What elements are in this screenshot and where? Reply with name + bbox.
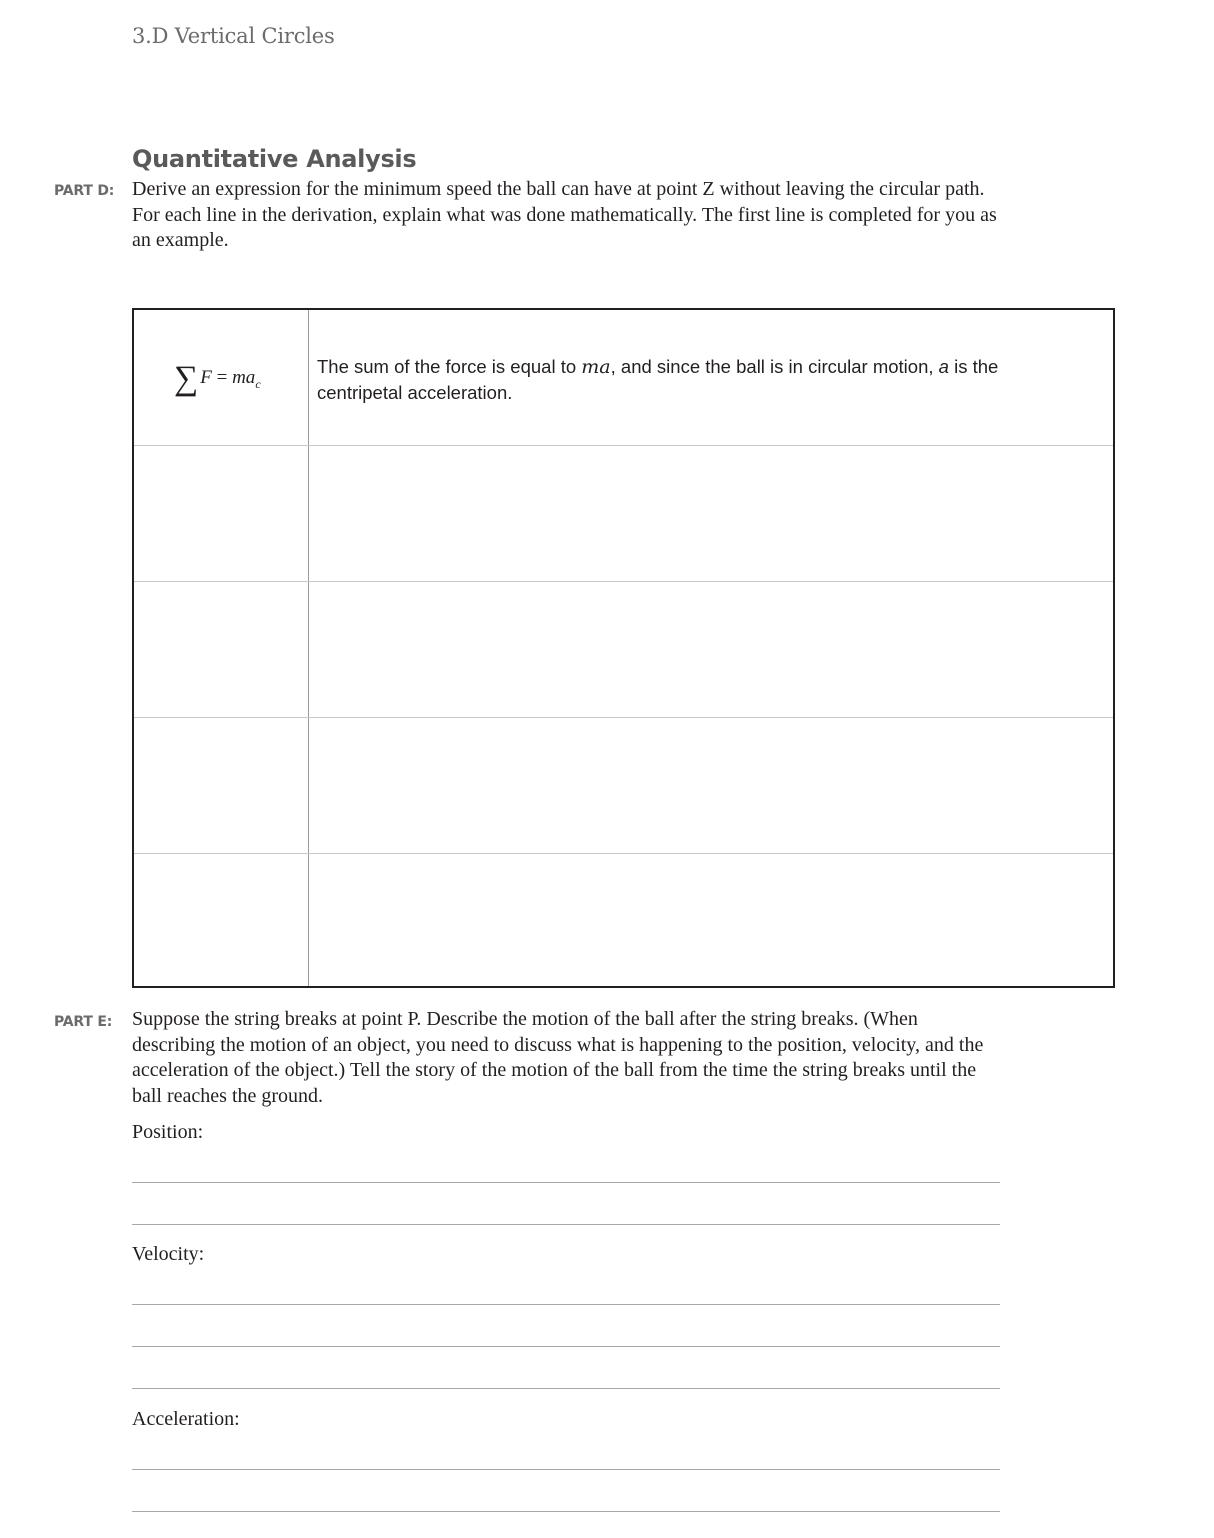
section-title: Quantitative Analysis — [132, 145, 417, 173]
derivation-row-blank[interactable] — [134, 718, 1113, 854]
position-answer-line[interactable] — [132, 1182, 1000, 1183]
explanation-part-1: The sum of the force is equal to — [317, 356, 582, 377]
part-d-label: PART D: — [54, 183, 115, 199]
position-label: Position: — [132, 1121, 204, 1143]
equation-rhs: ma — [232, 367, 256, 388]
derivation-row-blank[interactable] — [134, 582, 1113, 718]
column-divider — [308, 718, 309, 853]
explanation-ma: ma — [581, 356, 611, 378]
part-e-instructions: Suppose the string breaks at point P. Describe the motion of the ball after the string breaks. (When describing the motion of an object, you need to discuss what is happening to the position, velocity, and the acceleration of the object.) Tell the story of the motion of the ball from the time the string breaks until the ball reaches the ground. — [132, 1008, 984, 1107]
acceleration-label: Acceleration: — [132, 1408, 240, 1430]
explanation-part-2: , and since the ball is in circular motion, — [610, 356, 939, 377]
velocity-label: Velocity: — [132, 1243, 205, 1265]
part-d-instructions: Derive an expression for the minimum speed the ball can have at point Z without leaving the circular path. For each line in the derivation, explain what was done mathematically. The first line is completed for you as an example. — [132, 178, 997, 251]
example-explanation — [317, 354, 1077, 406]
page-header-title: 3.D Vertical Circles — [132, 24, 335, 48]
column-divider — [308, 310, 309, 445]
derivation-row-example — [134, 310, 1113, 446]
column-divider — [308, 582, 309, 717]
explanation-a: a — [938, 356, 949, 377]
derivation-row-blank[interactable] — [134, 854, 1113, 986]
acceleration-answer-line[interactable] — [132, 1469, 1000, 1470]
explanation-part-3: is the centripetal acceleration. — [317, 356, 999, 403]
example-equation — [174, 360, 261, 398]
acceleration-answer-line[interactable] — [132, 1511, 1000, 1512]
equation-lhs: F — [200, 367, 212, 388]
velocity-answer-line[interactable] — [132, 1304, 1000, 1305]
position-answer-line[interactable] — [132, 1224, 1000, 1225]
part-e-label: PART E: — [54, 1014, 113, 1030]
column-divider — [308, 446, 309, 581]
sigma-symbol: ∑ — [174, 360, 199, 397]
equation-subscript: c — [255, 377, 261, 391]
derivation-row-blank[interactable] — [134, 446, 1113, 582]
equation-cell — [134, 310, 308, 445]
velocity-answer-line[interactable] — [132, 1346, 1000, 1347]
velocity-answer-line[interactable] — [132, 1388, 1000, 1389]
equation-equals: = — [211, 367, 233, 388]
derivation-table — [132, 308, 1115, 988]
column-divider — [308, 854, 309, 986]
